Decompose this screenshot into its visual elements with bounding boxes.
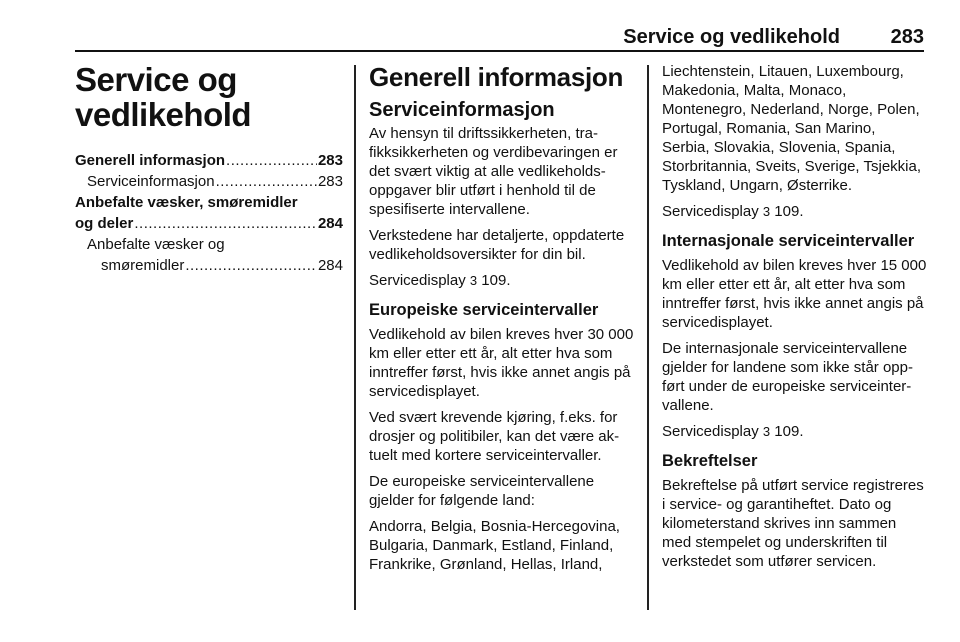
toc-leader-dots xyxy=(134,213,317,234)
section-title: Generell informasjon xyxy=(369,62,624,92)
content-column-3 xyxy=(662,62,927,578)
page-number: 283 xyxy=(890,26,924,48)
toc-entry-page: 284 xyxy=(317,257,343,274)
paragraph: Vedlikehold av bilen kreves hver 30 000 km eller etter ett år, alt etter hva som inntreffer først, hvis ikke annet angis på servicedisplayet. xyxy=(369,326,634,400)
toc-entry-label: Anbefalte væsker, smøremidler xyxy=(75,194,298,211)
toc-entry-label-cont: smøremidler xyxy=(101,257,185,274)
chapter-title-line1: Service og xyxy=(75,61,237,98)
page-reference-arrow-icon: 3 xyxy=(469,273,478,288)
paragraph: De internasjonale serviceintervallene gjelder for landene som ikke står oppført under de europeiske serviceintervallene. xyxy=(662,340,913,414)
page-header xyxy=(75,22,924,52)
servicedisplay-reference[interactable]: Servicedisplay 3 109. xyxy=(369,272,511,289)
page-reference-arrow-icon: 3 xyxy=(762,424,771,439)
heading-confirmations: Bekreftelser xyxy=(662,452,758,470)
toc-entry-page: 284 xyxy=(317,215,343,232)
column-divider-1 xyxy=(354,65,356,610)
chapter-title-line2: vedlikehold xyxy=(75,96,252,133)
toc-entry-label-cont: og deler xyxy=(75,215,134,232)
servicedisplay-reference[interactable]: Servicedisplay 3 109. xyxy=(662,203,804,220)
heading-europe: Europeiske serviceintervaller xyxy=(369,301,599,319)
toc-entry-page: 283 xyxy=(317,152,343,169)
header-title: Service og vedlikehold xyxy=(623,26,840,48)
paragraph: Bekreftelse på utført service registreres i service- og garantiheftet. Dato og kilometerstand skrives inn sammen med stempelet og underskriften til verkstedet som utfører servicen. xyxy=(662,477,924,570)
toc-leader-dots xyxy=(185,255,317,276)
content-column-2 xyxy=(369,62,634,574)
column-divider-2 xyxy=(647,65,649,610)
country-list: Andorra, Belgia, Bosnia-Hercegovina, Bulgaria, Danmark, Estland, Finland, Frankrike, Grønland, Hellas, Irland, xyxy=(369,518,620,573)
toc-entry-anbefalte-vaesker-deler[interactable] xyxy=(75,192,343,234)
toc-leader-dots xyxy=(216,171,317,192)
chapter-title xyxy=(75,62,343,132)
paragraph: De europeiske serviceintervallene gjelder for følgende land: xyxy=(369,473,595,509)
toc-entry-generell-informasjon[interactable] xyxy=(75,150,343,171)
toc-entry-serviceinformasjon[interactable] xyxy=(75,171,343,192)
toc-entry-label: Generell informasjon xyxy=(75,152,226,169)
toc-leader-dots xyxy=(226,150,317,171)
servicedisplay-reference[interactable]: Servicedisplay 3 109. xyxy=(662,423,804,440)
country-list-continued: Liechtenstein, Litauen, Luxembourg, Makedonia, Malta, Monaco, Montenegro, Nederland, Norge, Polen, Portugal, Romania, San Marino, Serbia, Slovakia, Slovenia, Spania, Storbritannia, Sveits, Sverige, Tsjekkia, Tyskland, Ungarn, Østerrike. xyxy=(662,63,922,194)
paragraph: Verkstedene har detaljerte, oppdaterte vedlikeholdsoversikter for din bil. xyxy=(369,227,625,263)
paragraph: Av hensyn til driftssikkerheten, trafikksikkerheten og verdibevaringen er det svært viktig at alle vedlikeholdsoppgaver blir utført i henhold til de spesifiserte intervallene. xyxy=(369,125,618,218)
toc-entry-label: Anbefalte væsker og xyxy=(87,236,225,253)
paragraph: Ved svært krevende kjøring, f.eks. for drosjer og politibiler, kan det være aktuelt med kortere serviceintervaller. xyxy=(369,409,620,464)
subsection-title: Serviceinformasjon xyxy=(369,99,555,121)
page-reference-arrow-icon: 3 xyxy=(762,204,771,219)
toc-entry-anbefalte-vaesker-smoremidler[interactable] xyxy=(75,234,343,276)
chapter-toc-column xyxy=(75,62,343,276)
toc-entry-page: 283 xyxy=(317,173,343,190)
heading-international: Internasjonale serviceintervaller xyxy=(662,232,915,250)
toc-entry-label: Serviceinformasjon xyxy=(87,173,215,190)
paragraph: Vedlikehold av bilen kreves hver 15 000 km eller etter ett år, alt etter hva som inntreffer først, hvis ikke annet angis på servicedisplayet. xyxy=(662,257,927,331)
